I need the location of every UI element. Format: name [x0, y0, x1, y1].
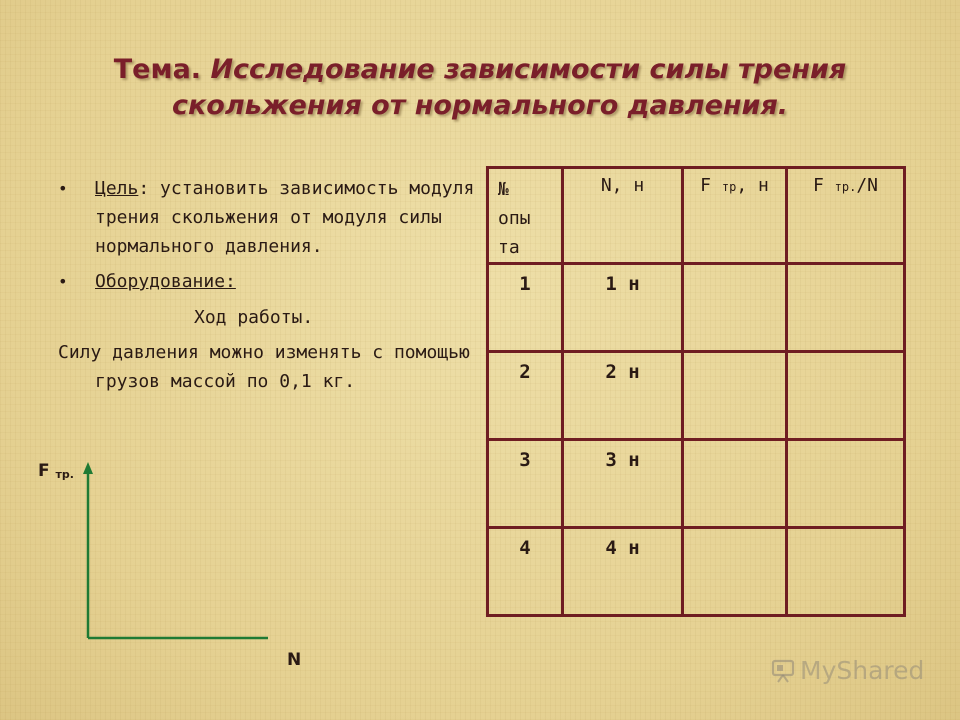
table-row [488, 528, 905, 616]
cell-ratio [787, 528, 905, 616]
cell-normal-force: 4 н [563, 528, 683, 616]
goal-label: Цель [95, 178, 139, 199]
cell-experiment-number: 3 [488, 440, 563, 528]
cell-experiment-number: 2 [488, 352, 563, 440]
cell-ratio [787, 440, 905, 528]
goal-bullet [58, 174, 478, 261]
x-axis-label: N [287, 650, 302, 670]
table-row [488, 264, 905, 352]
table-row [488, 440, 905, 528]
cell-friction-force [683, 440, 787, 528]
watermark [770, 656, 924, 685]
title-lead: Тема. [113, 54, 202, 85]
cell-friction-force [683, 352, 787, 440]
title-topic: Исследование зависимости силы трения скольжения от нормального давления. [171, 54, 847, 121]
table-row [488, 352, 905, 440]
cell-experiment-number: 4 [488, 528, 563, 616]
header-experiment-number: № опы та [488, 168, 563, 264]
y-axis-label: F тр. [38, 461, 74, 481]
equipment-label: Оборудование: [95, 271, 236, 292]
cell-normal-force: 3 н [563, 440, 683, 528]
procedure-heading: Ход работы. [194, 307, 314, 328]
slide-title [40, 52, 920, 124]
description-block [58, 174, 478, 396]
y-axis-arrow-icon [83, 462, 93, 474]
cell-ratio [787, 352, 905, 440]
cell-normal-force: 2 н [563, 352, 683, 440]
equipment-bullet [58, 267, 478, 296]
header-ratio: F тр./N [787, 168, 905, 264]
presentation-board-icon [770, 658, 796, 684]
header-normal-force: N, н [563, 168, 683, 264]
header-friction-force: F тр, н [683, 168, 787, 264]
table-header-row [488, 168, 905, 264]
goal-text: : установить зависимость модуля трения скольжения от модуля силы нормального давления. [95, 178, 475, 257]
cell-friction-force [683, 528, 787, 616]
cell-friction-force [683, 264, 787, 352]
bullet-icon: • [58, 179, 68, 198]
cell-experiment-number: 1 [488, 264, 563, 352]
cell-normal-force: 1 н [563, 264, 683, 352]
bullet-icon: • [58, 272, 68, 291]
procedure-text: Силу давления можно изменять с помощью грузов массой по 0,1 кг. [58, 342, 470, 392]
results-table [486, 166, 906, 617]
cell-ratio [787, 264, 905, 352]
watermark-text: MyShared [800, 656, 925, 685]
